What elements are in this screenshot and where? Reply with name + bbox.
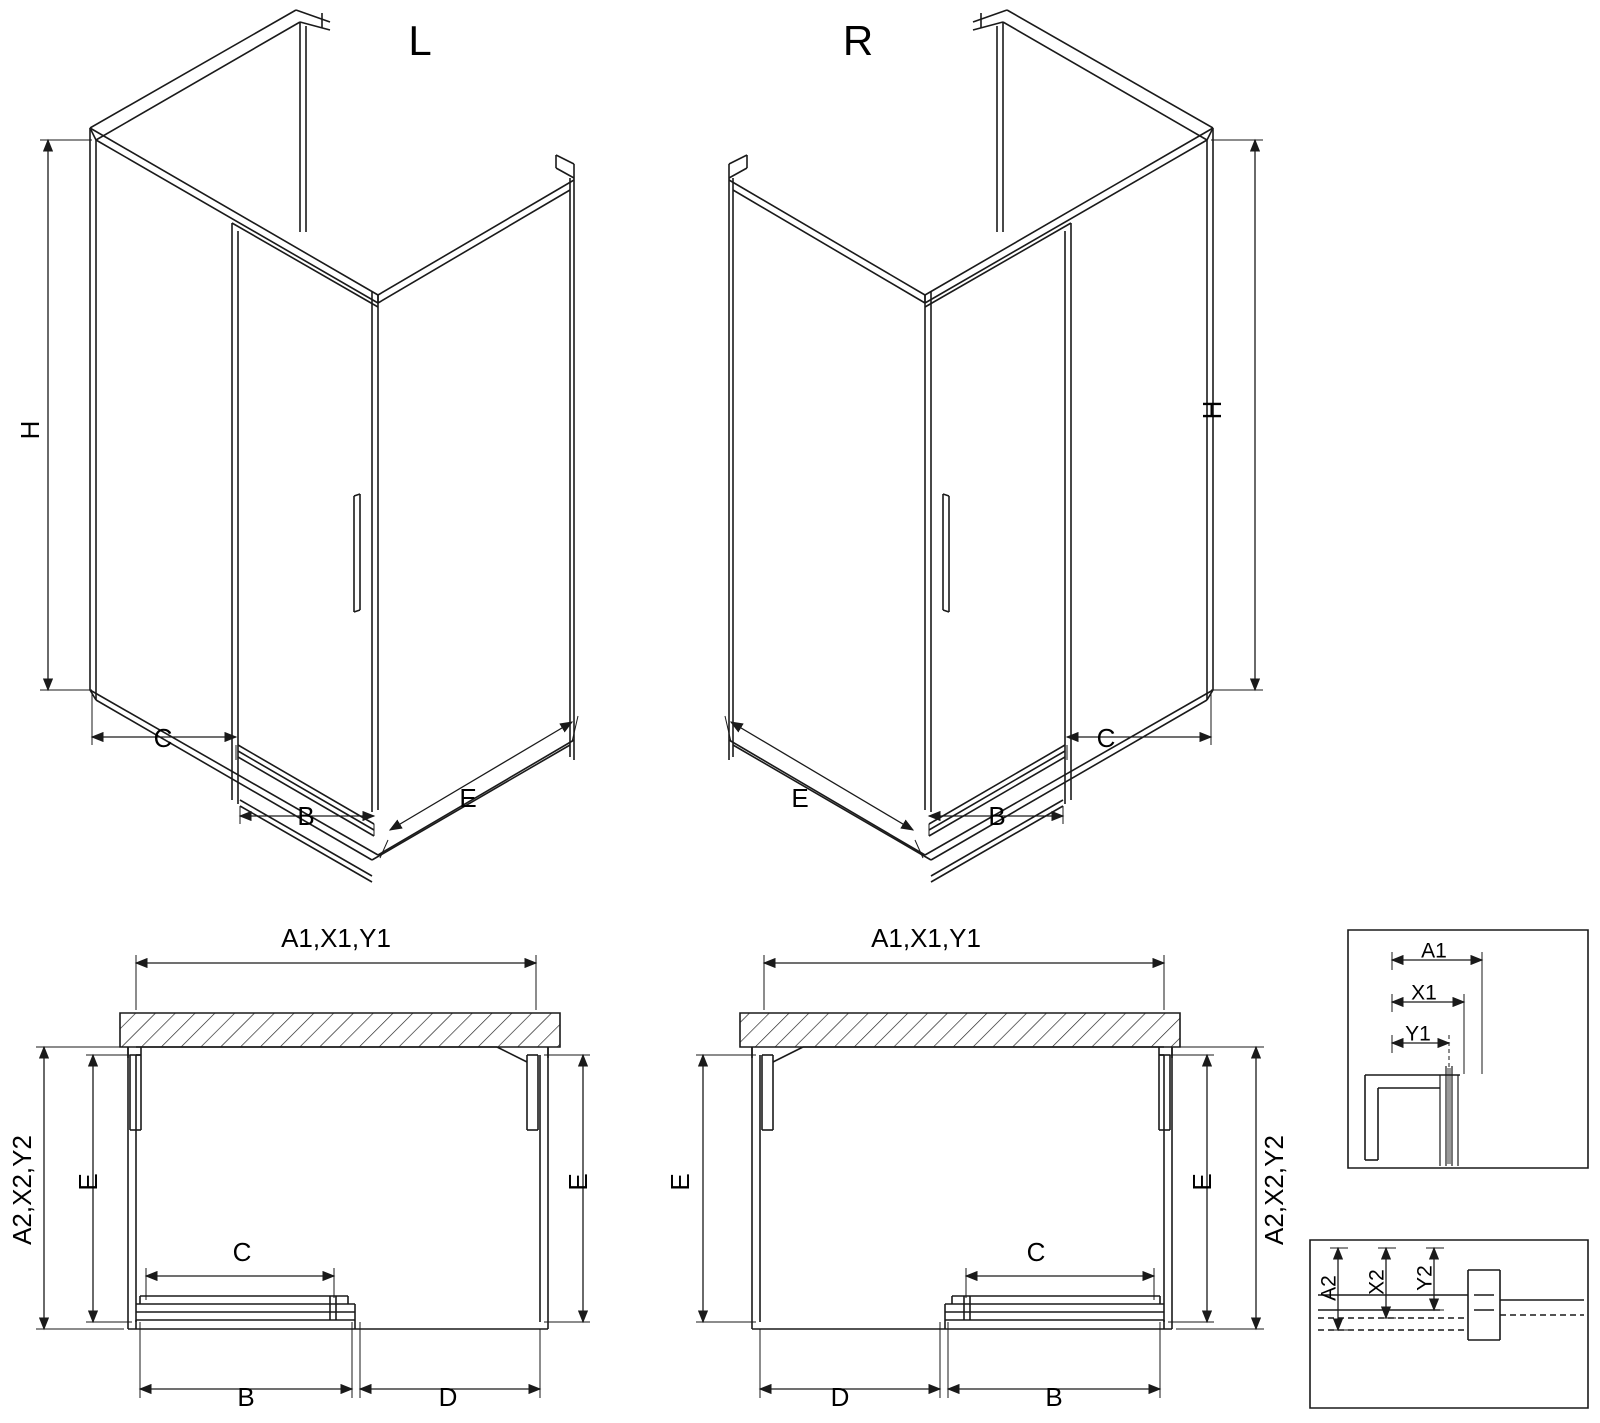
- detail-bottom-view: [1310, 1240, 1588, 1408]
- dim-b-plan-right: B: [1045, 1381, 1063, 1412]
- dim-h-left: H: [14, 420, 45, 440]
- dim-a2x2y2-plan-right: A2,X2,Y2: [1258, 1135, 1289, 1245]
- dim-b-plan-left: B: [237, 1381, 255, 1412]
- dim-e-plan-left-outer: E: [562, 1173, 593, 1191]
- dim-d-plan-left: D: [438, 1381, 458, 1412]
- dim-b-iso-right: B: [988, 800, 1006, 831]
- label-variant-right: R: [842, 17, 874, 65]
- dim-e-plan-right-outer: E: [664, 1173, 695, 1191]
- dim-b-iso-left: B: [297, 800, 315, 831]
- detail-top-view: [1348, 930, 1588, 1168]
- dim-e-plan-left-inner: E: [72, 1173, 103, 1191]
- label-variant-left: L: [408, 17, 432, 65]
- dim-a1x1y1-plan-left: A1,X1,Y1: [281, 922, 391, 953]
- dim-y1-detail: Y1: [1405, 1022, 1431, 1046]
- dim-c-iso-left: C: [153, 722, 173, 753]
- dim-d-plan-right: D: [830, 1381, 850, 1412]
- dim-c-plan-right: C: [1026, 1236, 1046, 1267]
- dim-e-plan-right-inner: E: [1186, 1173, 1217, 1191]
- dim-y2-detail: Y2: [1413, 1265, 1437, 1291]
- dim-a1x1y1-plan-right: A1,X1,Y1: [871, 922, 981, 953]
- plan-right-view: [696, 955, 1264, 1398]
- plan-left-view: [36, 955, 590, 1398]
- dim-x2-detail: X2: [1365, 1269, 1389, 1295]
- iso-right-view: [725, 10, 1263, 882]
- dim-c-iso-right: C: [1096, 722, 1116, 753]
- dim-c-plan-left: C: [232, 1236, 252, 1267]
- dim-e-iso-left: E: [459, 782, 477, 813]
- dim-x1-detail: X1: [1411, 981, 1437, 1005]
- dim-e-iso-right: E: [791, 782, 809, 813]
- dim-a1-detail: A1: [1421, 939, 1447, 963]
- iso-left-view: [40, 10, 578, 882]
- dim-a2x2y2-plan-left: A2,X2,Y2: [6, 1135, 37, 1245]
- dim-h-right: H: [1196, 400, 1227, 420]
- dim-a2-detail: A2: [1317, 1275, 1341, 1301]
